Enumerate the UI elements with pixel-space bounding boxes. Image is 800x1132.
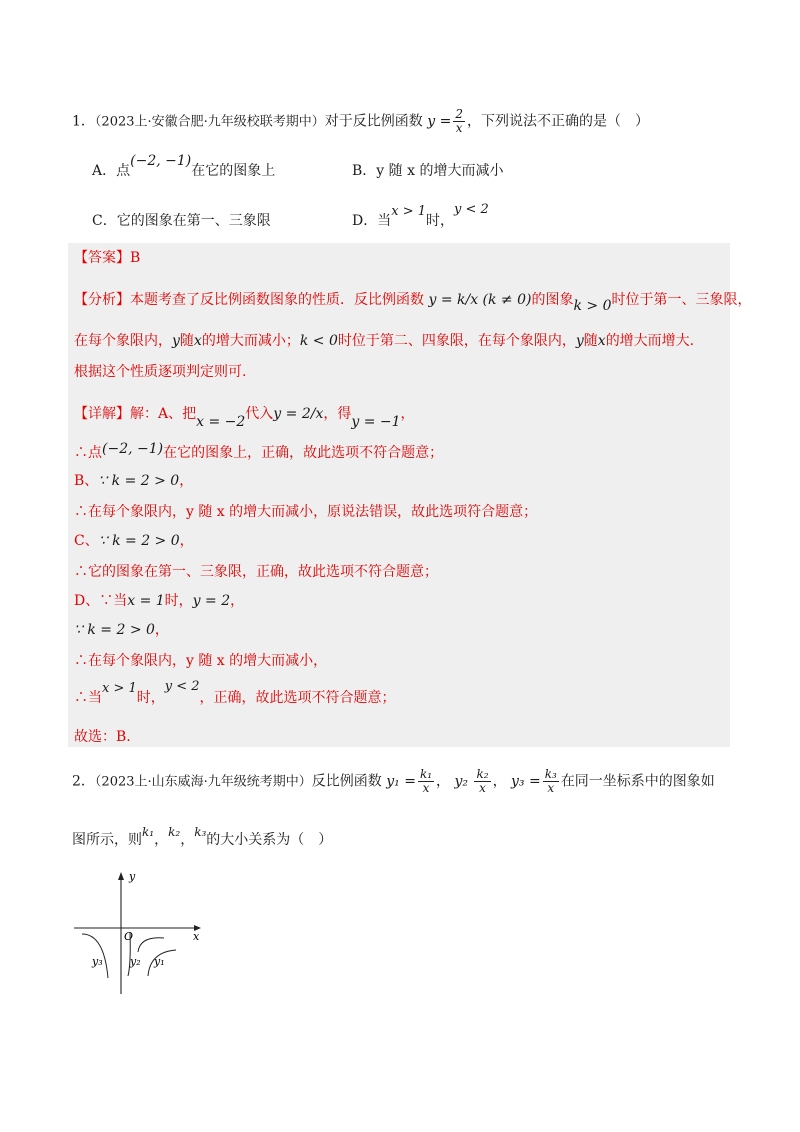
detail-line-10: ∴当x > 1时，y < 2，正确，故此选项不符合题意； (74, 679, 396, 706)
q1-func-frac: $\frac{2}{x}$ (455, 107, 463, 135)
y-axis-arrow (118, 872, 124, 880)
detail-line-5: C、∵ k = 2 > 0， (74, 533, 194, 549)
detail-line-3: B、∵ k = 2 > 0， (74, 473, 194, 489)
detail-line-11: 故选：B. (74, 729, 131, 745)
detail-line-6: ∴它的图象在第一、三象限，正确，故此选项不符合题意； (74, 564, 438, 580)
q1-number: 1． (72, 113, 95, 130)
solution-box (68, 243, 730, 747)
origin-label: O (124, 930, 134, 943)
q1-func-lhs: y = (427, 113, 452, 130)
q1-option-c: C．它的图象在第一、三象限 (92, 213, 271, 229)
label-y2: y₂ (130, 955, 141, 968)
detail-line-7: D、∵当x = 1时，y = 2， (74, 593, 245, 609)
analysis-line-3: 根据这个性质逐项判定则可. (74, 364, 247, 380)
q1-option-d: D．当x > 1时，y < 2 (352, 202, 489, 229)
q1-option-a: A．点(−2, −1)在它的图象上 (92, 153, 276, 179)
q1-stem-tail: ，下列说法不正确的是（ ） (466, 113, 649, 130)
q2-graph (68, 866, 208, 1001)
detail-line-8: ∵ k = 2 > 0， (74, 622, 169, 638)
axis-y-label: y (129, 870, 136, 883)
analysis-line-2: 在每个象限内，y随x的增大而减小；k < 0时位于第二、四象限，在每个象限内，y随x的增大而增大. (74, 333, 695, 349)
detail-line-9: ∴在每个象限内，y 随 x 的增大而减小， (74, 653, 328, 669)
q2-stem-line-2: 图所示，则k₁，k₂，k₃的大小关系为（ ） (72, 825, 333, 848)
detail-line-2: ∴点(−2, −1)在它的图象上，正确，故此选项不符合题意； (74, 441, 444, 461)
q1-stem (72, 108, 649, 135)
q1-source: （2023上·安徽合肥·九年级校联考期中） (94, 114, 325, 130)
answer-line: 【答案】B (74, 250, 141, 266)
label-y1: y₁ (154, 955, 165, 968)
analysis-line-1: 【分析】本题考查了反比例函数图象的性质．反比例函数 y = k/x (k ≠ 0)的图象k > 0时位于第一、三象限， (74, 292, 752, 314)
q1-stem-text: 对于反比例函数 (324, 113, 423, 130)
q2-stem-line-1: 2．（2023上·山东威海·九年级统考期中）反比例函数 y₁ = $\frac{\text{k₁}}{x}$ ， y₂ $\frac{\text{k₂}}{x}$ ， y₃ = $\frac{\text{k₃}}{x}$ 在同一坐标系中的图象如 (72, 767, 715, 795)
axis-x-label: x (193, 930, 200, 943)
detail-line-4: ∴在每个象限内，y 随 x 的增大而减小，原说法错误，故此选项符合题意； (74, 504, 538, 520)
curve-y2 (138, 938, 164, 952)
answer-value: B (130, 250, 141, 266)
label-y3: y₃ (92, 955, 103, 968)
detail-line-1: 【详解】解：A、把x = −2代入y = 2/x，得y = −1， (74, 406, 415, 430)
q1-option-b: B．y 随 x 的增大而减小 (352, 163, 504, 179)
